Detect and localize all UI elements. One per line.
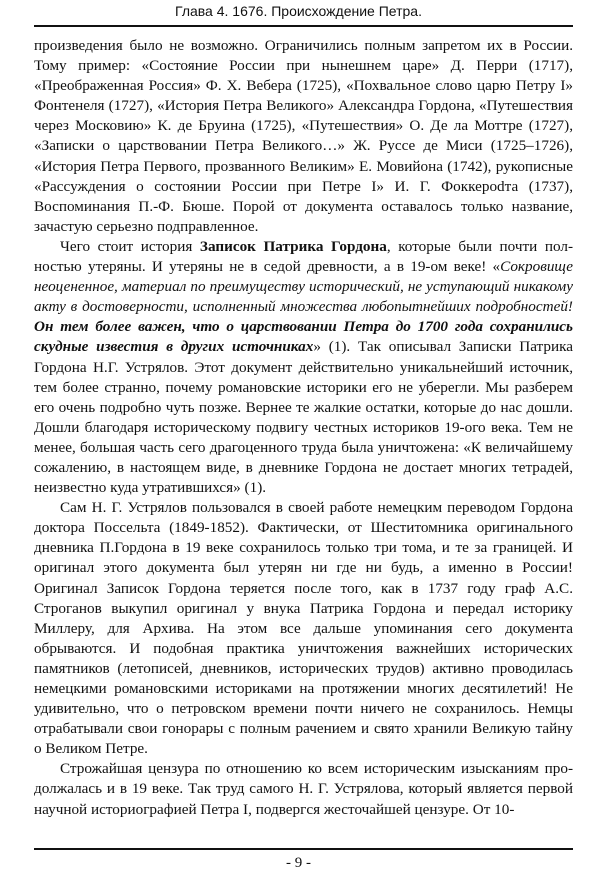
quote-bold-italic: Он тем более важен, что о царствовании Петра до 1700 года сохранились скудные известия в других источниках bbox=[34, 318, 573, 356]
paragraph-3: Сам Н. Г. Устрялов пользовался в своей работе немецким переводом Гордона доктора Поссельта (1849-1852). Фактически, от Шеститомника оригинального дневника П.Гордона в 19 веке сохранилось только три тома, и те за границей. И оригинал этого документа был утерян ни где ни будь, а именно в России! Оригинал Записок Гордона теряется после того, как в 1737 году граф А.С. Строганов выкупил оригинал у внука Патрика Гордона и передал историку Миллеру, для Архива. На этом все дальше упоминания сего документа обрываются. И подобная практика уничтожения важнейших исторических памятников (летописей, дневников, исторических трудов) активно проводилась немецкими романовскими историками на протяжении многих десятилетий! Не удивительно, что о петровском времени почти ничего не сохранилось. Немцы отрабатывали свои гонорары с полным рачением и свято хранили Великую тайну о Великом Петре. bbox=[34, 499, 573, 758]
page-body bbox=[34, 36, 573, 820]
paragraph-2-lead: Чего стоит история bbox=[60, 237, 200, 255]
header-rule bbox=[34, 25, 573, 27]
gordon-notes-title: Записок Патрика Гордона bbox=[199, 237, 387, 255]
paragraph-2-mid: , которые были почти полностью утеряны. И утеряны не в седой древности, а в 19-ом веке! « bbox=[34, 237, 574, 276]
running-header: Глава 4. 1676. Происхождение Петра. bbox=[175, 3, 422, 19]
paragraph-1: произведения было не возможно. Ограничились полным запретом их в России. Тому пример: «Состояние России при нынешнем царе» Д. Перри (1717), «Преображенная Россия» Ф. Х. Вебера (1725), «Похвальное слово царю Петру I» Фонтенеля (1727), «История Петра Великого» Александра Гордона, «Путешествия через Московию» К. де Бруина (1725), «Путешествия» О. Де ла Моттре (1727), «Записки о царствовании Петра Великого…» Ж. Руссе де Миси (1725–1726), «История Петра Первого, прозванного Великим» Е. Мовийона (1742), рукописные «Рассуждения о состоянии России при Петре I» И. Г. Фоккероdта (1737), Воспоминания П.-Ф. Бюше. Порой от документа оставалось только название, зачастую серьезно подправленное. bbox=[34, 37, 573, 235]
paragraph-4: Строжайшая цензура по отношению ко всем историческим изысканиям продолжалась и в 19 веке. Так труд самого Н. Г. Устрялова, который является первой научной историографией Петра I, подвергся жесточайшей цензуре. От 10- bbox=[34, 760, 573, 818]
paragraph-2 bbox=[34, 237, 573, 498]
quote-italic: Сокровище неоцененное, материал по преимуществу исторический, не уступающий никакому акту в достоверности, исполненный множества любопытнейших подробностей! bbox=[34, 258, 573, 316]
page-number: - 9 - bbox=[286, 855, 311, 871]
paragraph-2-tail: » (1). Так описывал Записки Патрика Гордона Н.Г. Устрялов. Этот документ действительно уникальнейший источник, тем более странно, почему романовские историки его не уберегли. Мы разберем его очень подробно чуть позже. Вернее те жалкие остатки, которые до нас дошли. Дошли благодаря историческому подвигу честных историков 19-ого века. Тем не менее, большая часть сего драгоценного труда была уничтожена: «К величайшему сожалению, в настоящем виде, в дневнике Гордона не достает многих тетрадей, неизвестно куда утратившихся» (1). bbox=[34, 338, 573, 497]
footer-rule bbox=[34, 848, 573, 850]
